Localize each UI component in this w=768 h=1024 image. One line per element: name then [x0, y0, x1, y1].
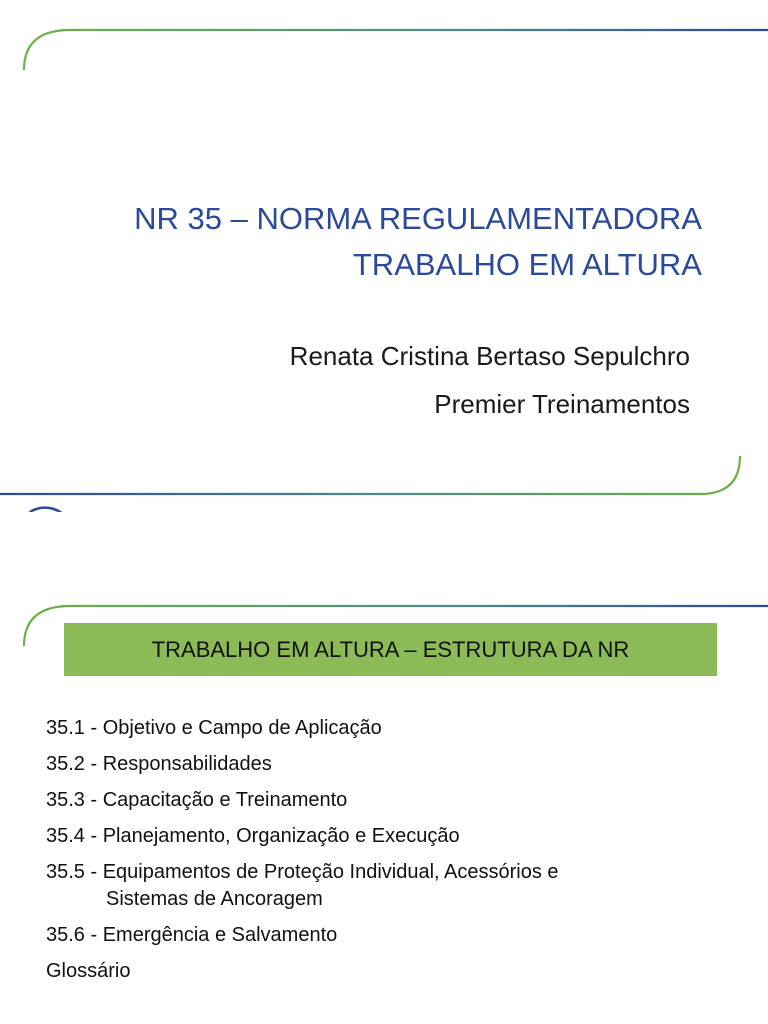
- company-name: Premier Treinamentos: [434, 389, 690, 419]
- list-item: 35.6 - Emergência e Salvamento: [46, 924, 338, 946]
- structure-list: [46, 710, 559, 989]
- title-line-2: TRABALHO EM ALTURA: [352, 247, 702, 282]
- list-item: 35.1 - Objetivo e Campo de Aplicação: [46, 717, 382, 739]
- list-item-line-2: Sistemas de Ancoragem: [106, 888, 323, 910]
- fopase-logo-ring-icon: [0, 0, 120, 600]
- slide-structure: [0, 512, 768, 1024]
- list-item: 35.2 - Responsabilidades: [46, 753, 272, 775]
- presentation-title: [134, 196, 702, 288]
- author-name: Renata Cristina Bertaso Sepulchro: [289, 341, 690, 371]
- list-item: [46, 854, 559, 917]
- list-item: 35.3 - Capacitação e Treinamento: [46, 789, 348, 811]
- presenter-info: [290, 332, 690, 428]
- section-header-text: TRABALHO EM ALTURA – ESTRUTURA DA NR: [151, 636, 630, 662]
- title-line-1: NR 35 – NORMA REGULAMENTADORA: [134, 201, 702, 236]
- section-header: [64, 623, 717, 676]
- list-item: 35.4 - Planejamento, Organização e Execução: [46, 825, 460, 847]
- list-item-line-1: 35.5 - Equipamentos de Proteção Individual, Acessórios e: [46, 861, 559, 883]
- list-item: Glossário: [46, 960, 131, 982]
